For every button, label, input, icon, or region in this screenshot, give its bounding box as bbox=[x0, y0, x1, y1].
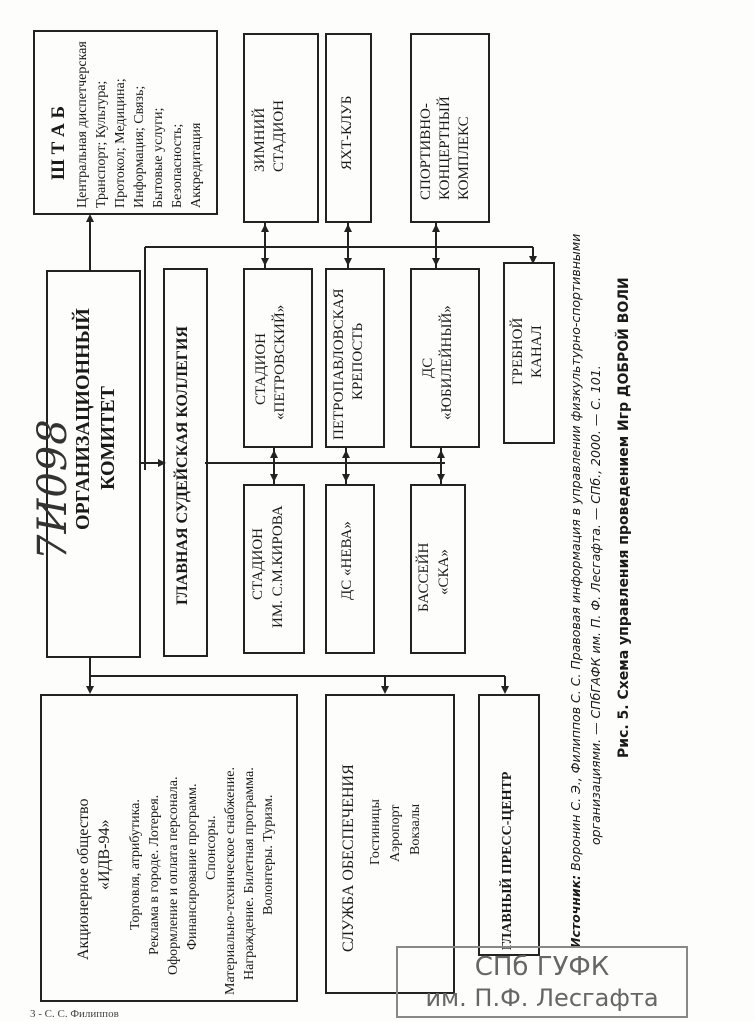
venue-label: ЯХТ-КЛУБ bbox=[339, 95, 355, 170]
handwritten-number: 7И098 bbox=[30, 418, 76, 560]
support-service-line: Вокзалы bbox=[408, 803, 423, 855]
venue-label: СПОРТИВНО- bbox=[418, 103, 434, 200]
venue-label: КРЕПОСТЬ bbox=[350, 322, 366, 400]
venue-label: КОМПЛЕКС bbox=[456, 116, 472, 200]
support-service-line: Аэропорт bbox=[388, 804, 403, 862]
joint-stock-line: Материально-техническое снабжение. bbox=[223, 766, 238, 995]
support-service-line: Гостиницы bbox=[368, 799, 383, 865]
source-label: Источник: bbox=[568, 874, 583, 948]
shtab-line: Безопасность; bbox=[170, 123, 185, 208]
joint-stock-line: Оформление и оплата персонала. bbox=[166, 776, 181, 975]
shtab-line: Транспорт; Культура; bbox=[94, 80, 109, 208]
joint-stock-line: Награждение. Билетная программа. bbox=[242, 767, 257, 980]
footer-fragment: 3 - С. С. Филиппов bbox=[30, 1008, 119, 1020]
source-citation bbox=[568, 234, 583, 948]
venue-label: ДС bbox=[420, 357, 436, 378]
shtab-line: Центральная диспетчерская bbox=[75, 41, 90, 208]
venue-label: ДС «НЕВА» bbox=[339, 521, 355, 600]
shtab-line: Информация; Связь; bbox=[132, 85, 147, 208]
venue-label: «ЮБИЛЕЙНЫЙ» bbox=[439, 305, 455, 420]
venue-label: КОНЦЕРТНЫЙ bbox=[437, 96, 453, 200]
shtab-line: Аккредитация bbox=[189, 122, 204, 208]
joint-stock-line: Волонтеры. Туризм. bbox=[261, 794, 276, 915]
venue-label: ГРЕБНОЙ bbox=[510, 317, 526, 385]
org-committee-title: ОРГАНИЗАЦИОННЫЙ bbox=[72, 308, 94, 530]
shtab-line: Протокол; Медицина; bbox=[113, 78, 128, 208]
joint-stock-line: Реклама в городе. Лотерея. bbox=[147, 794, 162, 955]
venue-label: СТАДИОН bbox=[253, 333, 269, 405]
source-citation-cont: организациями. — СПбГАФК им. П. Ф. Лесгафта. — СПб., 2000. — С. 101. bbox=[588, 365, 603, 845]
venue-label: КАНАЛ bbox=[529, 325, 545, 378]
judges-label: ГЛАВНАЯ СУДЕЙСКАЯ КОЛЛЕГИЯ bbox=[174, 326, 191, 605]
stamp-line: СПб ГУФК bbox=[474, 952, 610, 982]
figure-caption: Рис. 5. Схема управления проведением Игр ДОБРОЙ ВОЛИ bbox=[616, 277, 632, 758]
venue-label: СТАДИОН bbox=[271, 100, 287, 172]
venue-label: «ПЕТРОВСКИЙ» bbox=[272, 304, 288, 420]
venue-label: «СКА» bbox=[436, 549, 452, 595]
library-stamp bbox=[396, 946, 688, 1018]
joint-stock-line: Торговля, атрибутика. bbox=[128, 799, 143, 930]
joint-stock-line: Финансирование программ. bbox=[185, 783, 200, 950]
venue-label: ПЕТРОПАВЛОВСКАЯ bbox=[331, 288, 347, 440]
shtab-line: Бытовые услуги; bbox=[151, 107, 166, 208]
joint-stock-title: Акционерное общество bbox=[75, 798, 92, 960]
venue-label: ИМ. С.М.КИРОВА bbox=[270, 505, 286, 628]
shtab-title: Ш Т А Б bbox=[48, 105, 69, 180]
org-committee-title: КОМИТЕТ bbox=[97, 385, 119, 490]
venue-label: ЗИМНИЙ bbox=[252, 107, 268, 172]
joint-stock-title: «ИДВ-94» bbox=[96, 819, 113, 890]
venue-label: БАССЕЙН bbox=[416, 542, 432, 612]
press-centre-label: ГЛАВНЫЙ ПРЕСС-ЦЕНТР bbox=[500, 771, 515, 950]
source-text: Воронин С. Э., Филиппов С. С. Правовая информация в управлении физкультурно-спортивными bbox=[568, 233, 583, 875]
venue-label: СТАДИОН bbox=[250, 528, 266, 600]
stamp-line: им. П.Ф. Лесгафта bbox=[425, 984, 659, 1012]
joint-stock-line: Спонсоры. bbox=[204, 815, 219, 880]
support-service-title: СЛУЖБА ОБЕСПЕЧЕНИЯ bbox=[340, 764, 357, 952]
